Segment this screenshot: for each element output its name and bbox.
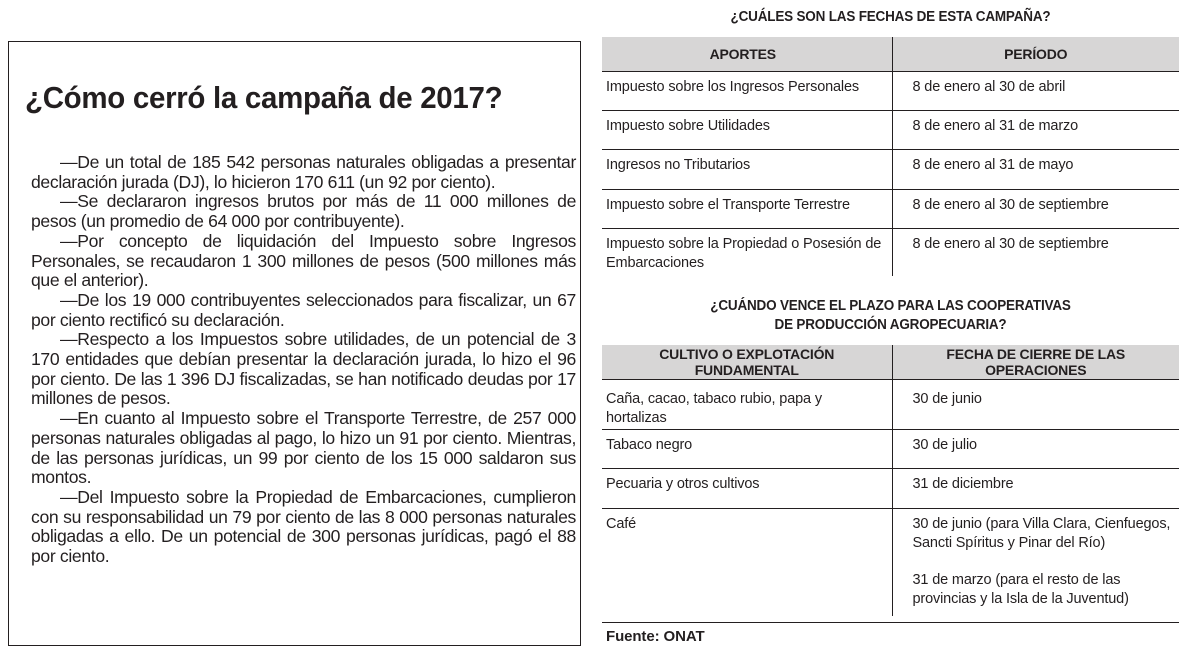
table-cell-periodo: 8 de enero al 31 de mayo bbox=[892, 149, 1179, 189]
article-paragraph: —De los 19 000 contribuyentes seleccionados para fiscalizar, un 67 por ciento rectificó su declaración. bbox=[31, 289, 576, 330]
table-cell-fecha: 30 de junio bbox=[892, 379, 1179, 429]
coop-title-line2: DE PRODUCCIÓN AGROPECUARIA? bbox=[774, 317, 1007, 333]
table-row bbox=[602, 508, 1179, 616]
dates-table bbox=[602, 37, 1179, 276]
table-row bbox=[602, 468, 1179, 508]
dates-table-title: ¿CUÁLES SON LAS FECHAS DE ESTA CAMPAÑA? bbox=[730, 9, 1051, 25]
table-cell-periodo: 8 de enero al 31 de marzo bbox=[892, 110, 1179, 149]
table-row bbox=[602, 189, 1179, 228]
column-header-fecha-cierre: FECHA DE CIERRE DE LAS OPERACIONES bbox=[892, 345, 1179, 379]
coop-table-title bbox=[622, 297, 1159, 335]
divider bbox=[602, 622, 1179, 623]
table-header-row bbox=[602, 345, 1179, 379]
article-paragraph: —De un total de 185 542 personas naturales obligadas a presentar declaración jurada (DJ), lo hicieron 170 611 (un 92 por ciento). bbox=[31, 152, 576, 192]
article-title: ¿Cómo cerró la campaña de 2017? bbox=[25, 80, 503, 115]
article-box bbox=[8, 41, 581, 646]
table-cell-cultivo: Caña, cacao, tabaco rubio, papa y hortalizas bbox=[602, 379, 892, 429]
article-paragraph: —Se declararon ingresos brutos por más de 11 000 millones de pesos (un promedio de 64 000 por contribuyente). bbox=[31, 191, 576, 232]
article-paragraph: —Por concepto de liquidación del Impuesto sobre Ingresos Personales, se recaudaron 1 300 millones de pesos (500 millones más que el anterior). bbox=[31, 230, 576, 291]
table-cell-aporte: Impuesto sobre Utilidades bbox=[602, 110, 892, 149]
table-cell-periodo: 8 de enero al 30 de abril bbox=[892, 71, 1179, 110]
article-paragraph: —Respecto a los Impuestos sobre utilidades, de un potencial de 3 170 entidades que debían presentar la declaración jurada, lo hizo el 96 por ciento. De las 1 396 DJ fiscalizadas, se han notificado deudas por 17 millones de pesos. bbox=[31, 329, 576, 409]
table-cell-fecha bbox=[892, 508, 1179, 616]
table-cell-cultivo: Café bbox=[606, 515, 637, 532]
coop-table bbox=[602, 345, 1179, 616]
column-header-cultivo: CULTIVO O EXPLOTACIÓN FUNDAMENTAL bbox=[602, 345, 892, 379]
table-row bbox=[602, 149, 1179, 189]
article-paragraph: —En cuanto al Impuesto sobre el Transporte Terrestre, de 257 000 personas naturales obligadas al pago, lo hizo un 91 por ciento. Mientras, de las personas jurídicas, un 99 por ciento de los 15 000 saldaron sus montos. bbox=[31, 408, 576, 488]
article-paragraph: —Del Impuesto sobre la Propiedad de Embarcaciones, cumplieron con su responsabilidad un 79 por ciento de las 8 000 personas naturales obligadas a ello. De un potencial de 300 personas jurídicas, pagó el 88 por ciento. bbox=[31, 486, 576, 567]
article-body bbox=[31, 153, 576, 567]
table-cell-periodo: 8 de enero al 30 de septiembre bbox=[892, 228, 1179, 276]
table-row bbox=[602, 110, 1179, 149]
column-header-aportes: APORTES bbox=[602, 37, 892, 71]
table-cell-cultivo: Tabaco negro bbox=[602, 429, 892, 468]
table-cell-periodo: 8 de enero al 30 de septiembre bbox=[892, 189, 1179, 228]
table-cell-aporte: Ingresos no Tributarios bbox=[602, 149, 892, 189]
source-credit: Fuente: ONAT bbox=[606, 628, 705, 645]
cafe-note-1: 30 de junio (para Villa Clara, Cienfuegos, Sancti Spíritus y Pinar del Río) bbox=[912, 515, 1171, 551]
table-row bbox=[602, 228, 1179, 276]
table-row bbox=[602, 71, 1179, 110]
table-header-row bbox=[602, 37, 1179, 71]
table-row bbox=[602, 379, 1179, 429]
table-cell-aporte: Impuesto sobre los Ingresos Personales bbox=[602, 71, 892, 110]
table-row bbox=[602, 429, 1179, 468]
table-cell-aporte: Impuesto sobre el Transporte Terrestre bbox=[602, 189, 892, 228]
table-cell-aporte: Impuesto sobre la Propiedad o Posesión de Embarcaciones bbox=[606, 235, 882, 271]
cafe-note-2: 31 de marzo (para el resto de las provincias y la Isla de la Juventud) bbox=[912, 571, 1129, 607]
coop-title-line1: ¿CUÁNDO VENCE EL PLAZO PARA LAS COOPERATIVAS bbox=[710, 298, 1071, 314]
table-cell-fecha: 31 de diciembre bbox=[892, 468, 1179, 508]
table-cell-fecha: 30 de julio bbox=[892, 429, 1179, 468]
table-cell-cultivo: Pecuaria y otros cultivos bbox=[602, 468, 892, 508]
column-header-periodo: PERÍODO bbox=[892, 37, 1179, 71]
